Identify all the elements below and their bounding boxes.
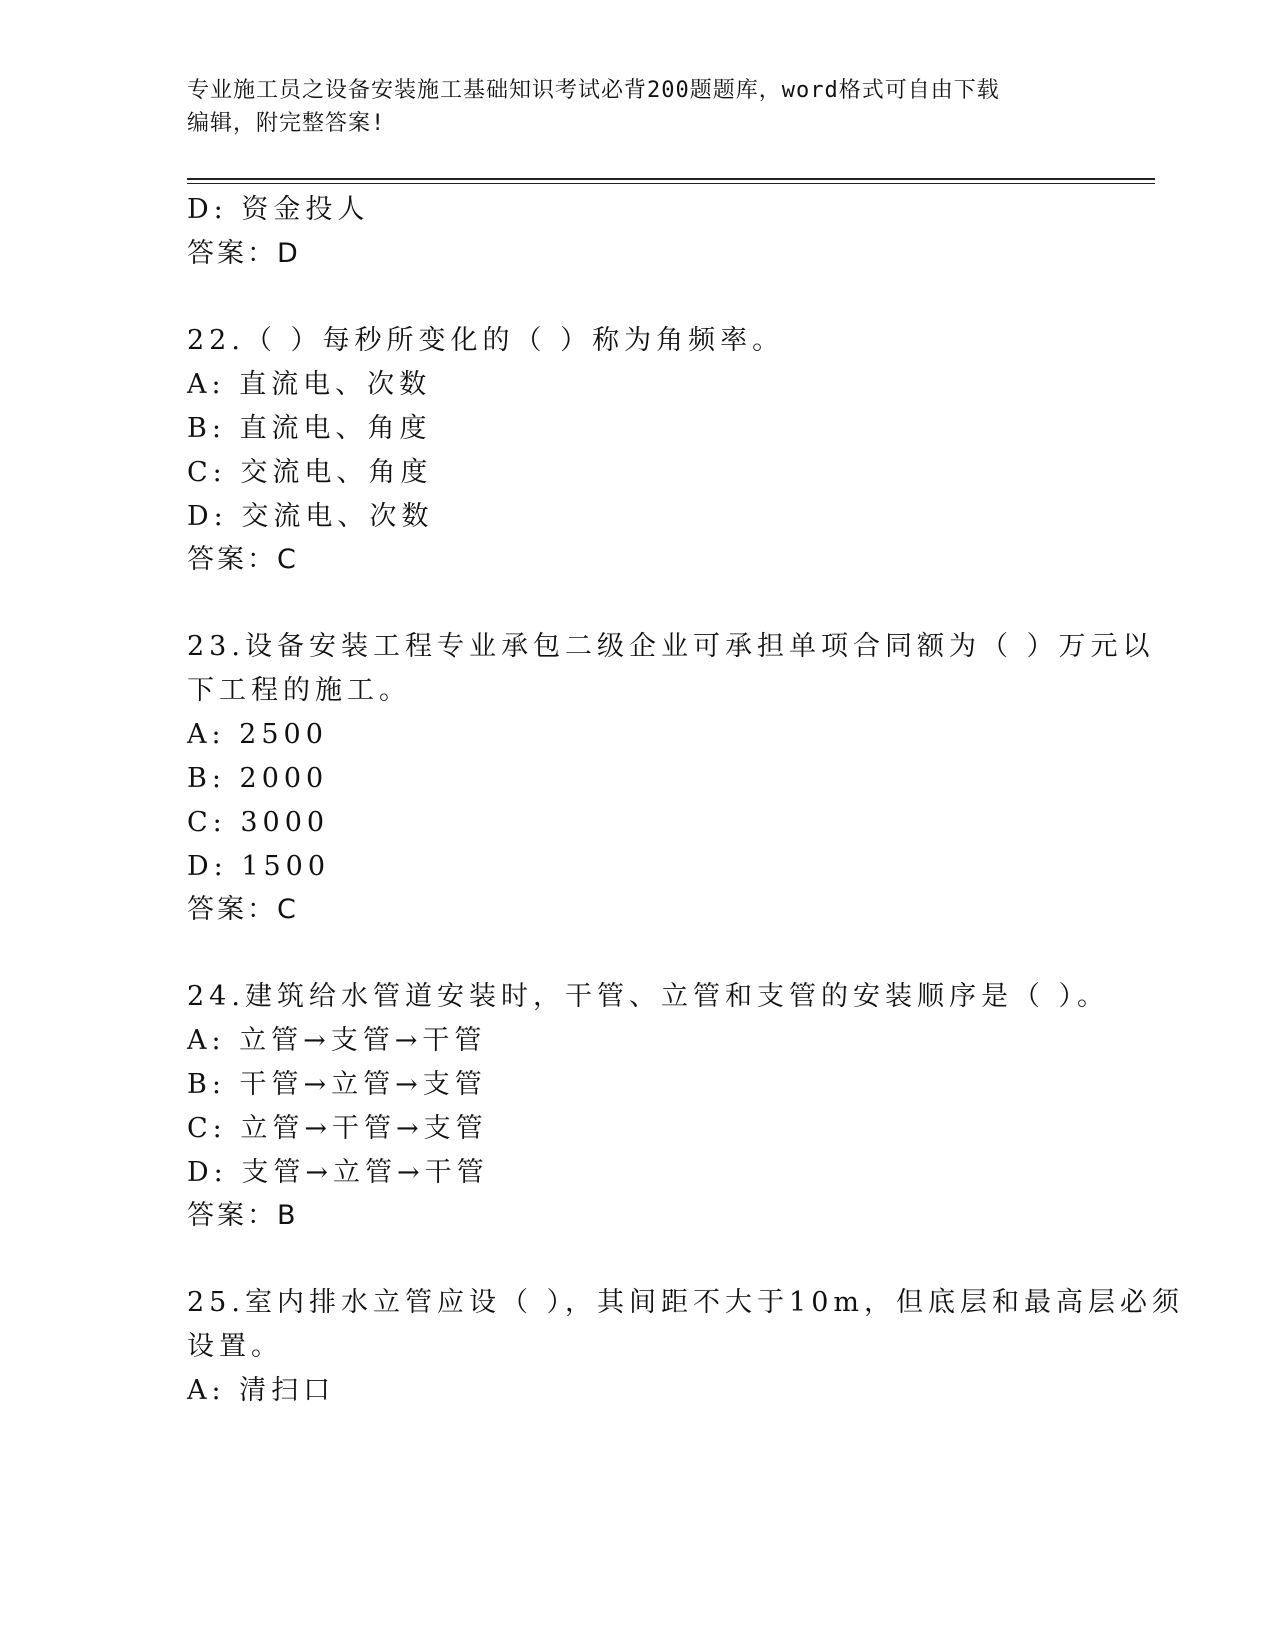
option-22-a: A: 直流电、次数 [187,369,432,400]
question-22: 22.（ ）每秒所变化的（ ）称为角频率。 [187,325,785,356]
header-line-2: 编辑，附完整答案! [187,111,386,136]
answer-23: 答案：C [187,894,299,925]
option-d-21: D: 资金投人 [187,194,370,225]
header-divider-top [187,178,1155,180]
question-23-line-1: 23.设备安装工程专业承包二级企业可承担单项合同额为（ ）万元以 [187,631,1155,662]
answer-24: 答案：B [187,1200,299,1231]
header-divider-bottom [187,183,1155,184]
option-24-b: B: 干管→立管→支管 [187,1069,487,1100]
option-23-b: B: 2000 [187,763,329,794]
option-24-d: D: 支管→立管→干管 [187,1157,489,1188]
option-23-c: C: 3000 [187,807,330,838]
header-line-1: 专业施工员之设备安装施工基础知识考试必背200题题库，word格式可自由下载 [187,78,1000,103]
document-header [187,74,1077,140]
option-25-a: A: 清扫口 [187,1375,336,1406]
option-22-d: D: 交流电、次数 [187,501,434,532]
option-24-c: C: 立管→干管→支管 [187,1113,488,1144]
option-22-b: B: 直流电、角度 [187,413,432,444]
answer-21: 答案：D [187,238,301,269]
option-23-a: A: 2500 [187,719,328,750]
answer-22: 答案：C [187,544,299,575]
option-23-d: D: 1500 [187,851,331,882]
option-24-a: A: 立管→支管→干管 [187,1025,487,1056]
option-22-c: C: 交流电、角度 [187,457,433,488]
question-24: 24.建筑给水管道安装时，干管、立管和支管的安装顺序是（ ）。 [187,981,1110,1012]
question-23-line-2: 下工程的施工。 [187,675,411,706]
question-25-line-1: 25.室内排水立管应设（ ），其间距不大于10m，但底层和最高层必须 [187,1287,1184,1318]
question-25-line-2: 设置。 [187,1331,283,1362]
